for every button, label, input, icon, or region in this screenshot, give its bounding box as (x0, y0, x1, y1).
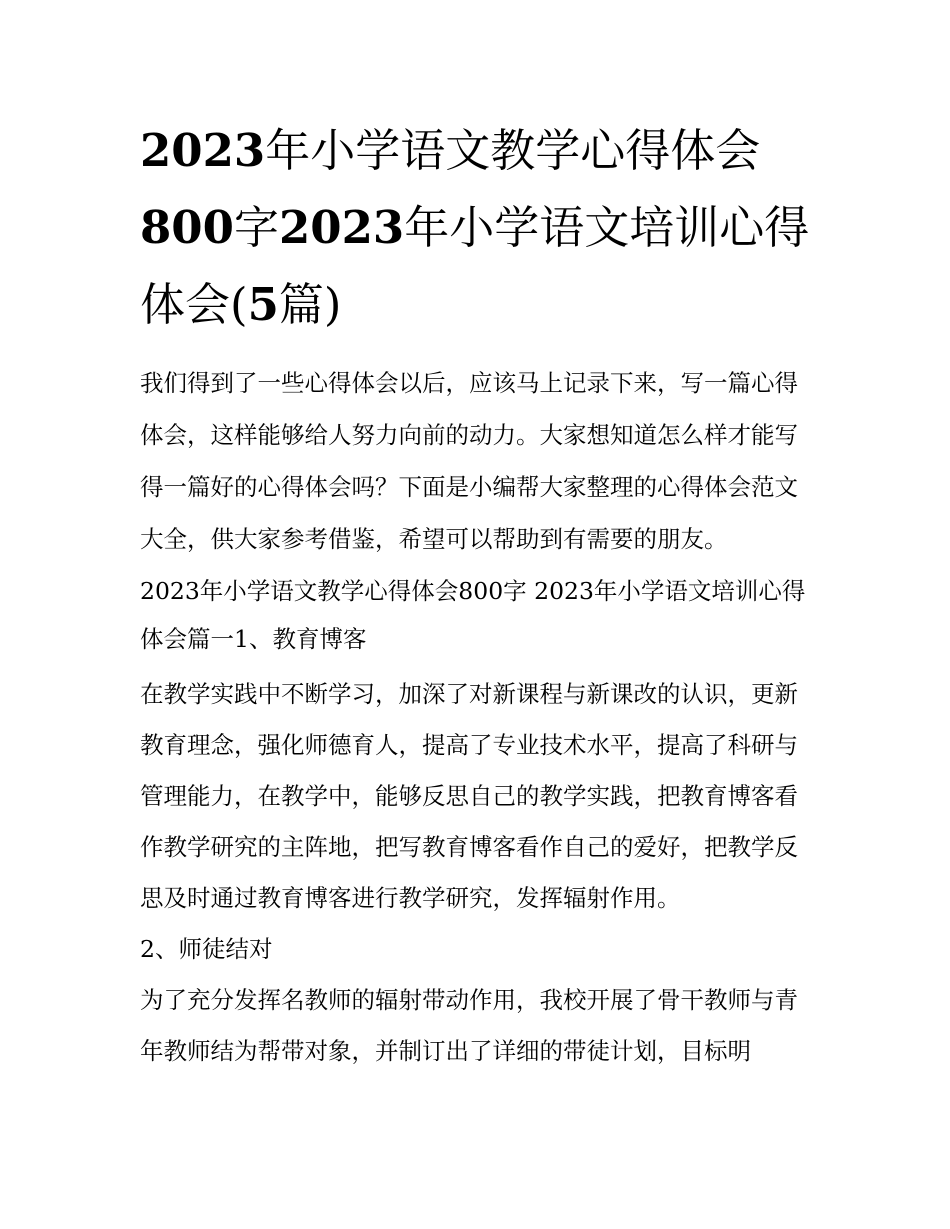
body-paragraph-2: 为了充分发挥名教师的辐射带动作用，我校开展了骨干教师与青年教师结为帮带对象，并制订出了详细的带徒计划，目标明 (140, 986, 798, 1065)
document-title (140, 112, 816, 343)
title-part-7: 5 (247, 278, 279, 331)
section-subheading: 2023年小学语文教学心得体会800字 2023年小学语文培训心得体会篇一1、教育博客 (140, 577, 806, 653)
document-content (140, 112, 816, 1077)
title-part-2: 年小学语文教学心得体会 (265, 124, 761, 177)
title-part-3: 800 (140, 201, 234, 254)
section-heading-2: 2、师徒结对 (140, 935, 273, 963)
body-paragraph-1: 在教学实践中不断学习，加深了对新课程与新课改的认识，更新教育理念，强化师德育人，提高了专业技术水平，提高了科研与管理能力，在教学中，能够反思自己的教学实践，把教育博客看作教学研究的主阵地，把写教育博客看作自己的爱好，把教学反思及时通过教育博客进行教学研究，发挥辐射作用。 (140, 680, 798, 912)
title-part-6: 年小学语文培训心得体会( (140, 201, 810, 331)
intro-paragraph: 我们得到了一些心得体会以后，应该马上记录下来，写一篇心得体会，这样能够给人努力向前的动力。大家想知道怎么样才能写得一篇好的心得体会吗？下面是小编帮大家整理的心得体会范文大全，供大家参考借鉴，希望可以帮助到有需要的朋友。 (140, 369, 798, 553)
title-part-4: 字 (233, 201, 279, 254)
title-part-5: 2023 (278, 201, 405, 254)
title-part-1: 2023 (140, 124, 266, 177)
title-part-8: 篇) (278, 278, 342, 331)
